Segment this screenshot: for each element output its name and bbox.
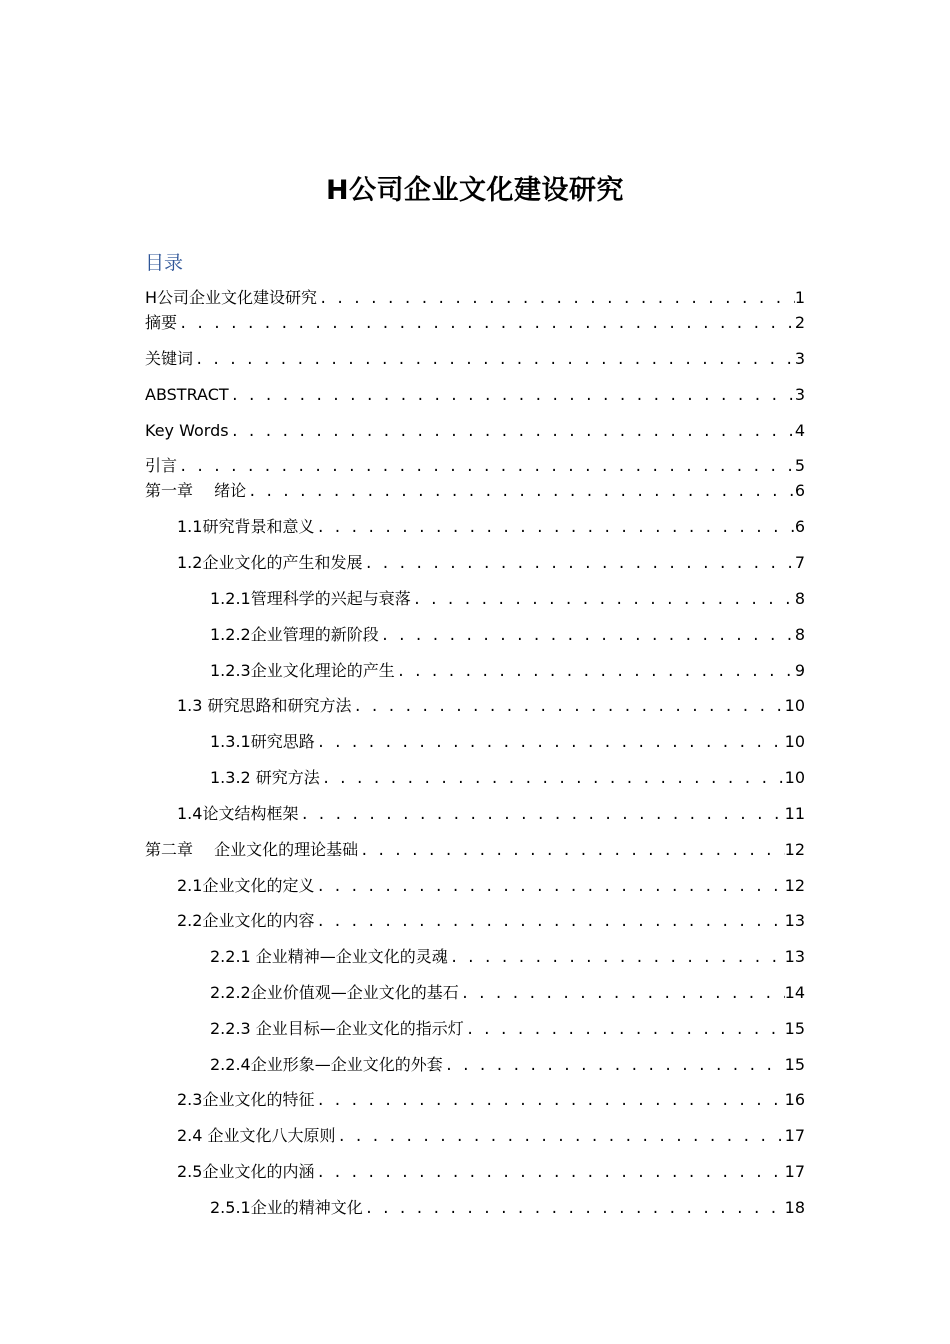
toc-entry-page-number: 4	[794, 421, 805, 440]
toc-dot-leader	[315, 732, 785, 754]
toc-entry-page-number: 15	[784, 1055, 805, 1074]
toc-dot-leader	[379, 625, 795, 647]
toc-entry-label: 1.3 研究思路和研究方法	[177, 696, 352, 715]
toc-dot-leader	[464, 1019, 785, 1041]
toc-entry-label: 2.5企业文化的内涵	[177, 1162, 315, 1181]
toc-entry[interactable]	[145, 455, 805, 478]
toc-entry[interactable]	[210, 982, 805, 1005]
toc-entry[interactable]	[210, 767, 805, 790]
toc-dot-leader	[443, 1055, 785, 1077]
toc-entry-page-number: 6	[794, 517, 805, 536]
toc-entry-label: Key Words	[145, 421, 229, 440]
toc-dot-leader	[314, 517, 794, 539]
toc-entry[interactable]	[210, 731, 805, 754]
toc-entry[interactable]	[177, 695, 805, 718]
toc-entry-label: 2.2.4企业形象—企业文化的外套	[210, 1055, 443, 1074]
toc-entry-label: 2.5.1企业的精神文化	[210, 1198, 363, 1217]
toc-entry[interactable]	[145, 287, 805, 310]
toc-entry-label: 1.2.1管理科学的兴起与衰落	[210, 589, 411, 608]
toc-entry[interactable]	[145, 420, 805, 443]
toc-dot-leader	[395, 661, 795, 683]
toc-entry-label: 2.2企业文化的内容	[177, 911, 315, 930]
toc-entry-page-number: 13	[784, 911, 805, 930]
toc-entry-label: 2.2.1 企业精神—企业文化的灵魂	[210, 947, 448, 966]
toc-entry[interactable]	[210, 1018, 805, 1041]
toc-entry-label: 2.2.2企业价值观—企业文化的基石	[210, 983, 459, 1002]
toc-entry[interactable]	[210, 624, 805, 647]
toc-dot-leader	[177, 456, 795, 478]
toc-entry-page-number: 2	[794, 313, 805, 332]
toc-entry-label: 1.1研究背景和意义	[177, 517, 315, 536]
toc-dot-leader	[459, 983, 785, 1005]
toc-entry-page-number: 12	[784, 840, 805, 859]
toc-dot-leader	[193, 349, 795, 371]
toc-entry-page-number: 17	[784, 1162, 805, 1181]
toc-entry[interactable]	[177, 910, 805, 933]
toc-dot-leader	[320, 768, 785, 790]
toc-dot-leader	[448, 947, 785, 969]
toc-entry[interactable]	[210, 660, 805, 683]
toc-dot-leader	[314, 876, 784, 898]
toc-entry-label: ABSTRACT	[145, 385, 229, 404]
toc-entry-page-number: 3	[794, 385, 805, 404]
toc-dot-leader	[229, 385, 795, 407]
toc-entry[interactable]	[177, 552, 805, 575]
toc-dot-leader	[314, 1162, 784, 1184]
toc-entry-page-number: 8	[794, 625, 805, 644]
toc-entry-page-number: 17	[784, 1126, 805, 1145]
toc-entry[interactable]	[210, 1197, 805, 1220]
toc-entry-page-number: 11	[784, 804, 805, 823]
toc-entry-page-number: 9	[794, 661, 805, 680]
toc-entry-label: 1.2企业文化的产生和发展	[177, 553, 363, 572]
toc-dot-leader	[314, 1090, 784, 1112]
toc-entry-page-number: 15	[784, 1019, 805, 1038]
toc-entry[interactable]	[177, 875, 805, 898]
toc-entry-label: 1.3.2 研究方法	[210, 768, 320, 787]
toc-heading: 目录	[145, 252, 184, 274]
toc-entry-page-number: 7	[794, 553, 805, 572]
toc-dot-leader	[298, 804, 784, 826]
toc-entry-page-number: 6	[794, 481, 805, 500]
toc-entry-page-number: 10	[784, 696, 805, 715]
toc-entry-label: 2.4 企业文化八大原则	[177, 1126, 336, 1145]
toc-entry-label: 摘要	[145, 313, 178, 332]
toc-entry-page-number: 13	[784, 947, 805, 966]
toc-entry[interactable]	[177, 1161, 805, 1184]
toc-dot-leader	[352, 696, 785, 718]
toc-dot-leader	[362, 553, 794, 575]
toc-entry-label: 1.2.2企业管理的新阶段	[210, 625, 379, 644]
toc-dot-leader	[229, 421, 795, 443]
toc-entry-label: 1.2.3企业文化理论的产生	[210, 661, 395, 680]
toc-dot-leader	[411, 589, 795, 611]
toc-dot-leader	[358, 840, 785, 862]
toc-entry-page-number: 16	[784, 1090, 805, 1109]
toc-entry-page-number: 10	[784, 732, 805, 751]
toc-entry-page-number: 8	[794, 589, 805, 608]
toc-entry-page-number: 10	[784, 768, 805, 787]
toc-entry-label: 第二章 企业文化的理论基础	[145, 840, 359, 859]
toc-entry-page-number: 5	[794, 456, 805, 475]
toc-entry[interactable]	[145, 384, 805, 407]
toc-entry[interactable]	[145, 348, 805, 371]
toc-entry[interactable]	[145, 839, 805, 862]
toc-entry-label: 引言	[145, 456, 178, 475]
toc-dot-leader	[363, 1198, 785, 1220]
toc-entry[interactable]	[145, 480, 805, 503]
toc-entry-label: 1.3.1研究思路	[210, 732, 315, 751]
toc-entry-label: 第一章 绪论	[145, 481, 247, 500]
toc-entry-label: 关键词	[145, 349, 194, 368]
toc-entry-label: 1.4论文结构框架	[177, 804, 299, 823]
toc-entry-page-number: 18	[784, 1198, 805, 1217]
toc-dot-leader	[177, 313, 795, 335]
toc-entry[interactable]	[177, 803, 805, 826]
toc-dot-leader	[336, 1126, 785, 1148]
toc-entry[interactable]	[210, 946, 805, 969]
toc-entry-label: 2.1企业文化的定义	[177, 876, 315, 895]
toc-entry-page-number: 12	[784, 876, 805, 895]
toc-dot-leader	[317, 288, 795, 310]
toc-entry[interactable]	[177, 516, 805, 539]
toc-entry[interactable]	[210, 1054, 805, 1077]
toc-entry-page-number: 1	[794, 288, 805, 307]
toc-dot-leader	[246, 481, 795, 503]
toc-entry-label: 2.3企业文化的特征	[177, 1090, 315, 1109]
toc-entry-label: 2.2.3 企业目标—企业文化的指示灯	[210, 1019, 464, 1038]
toc-entry[interactable]	[177, 1125, 805, 1148]
toc-entry[interactable]	[145, 312, 805, 335]
toc-entry-page-number: 3	[794, 349, 805, 368]
toc-entry-page-number: 14	[784, 983, 805, 1002]
toc-entry[interactable]	[177, 1089, 805, 1112]
toc-entry[interactable]	[210, 588, 805, 611]
document-title: H公司企业文化建设研究	[325, 175, 625, 207]
toc-entry-label: H公司企业文化建设研究	[145, 288, 318, 307]
toc-dot-leader	[314, 911, 784, 933]
